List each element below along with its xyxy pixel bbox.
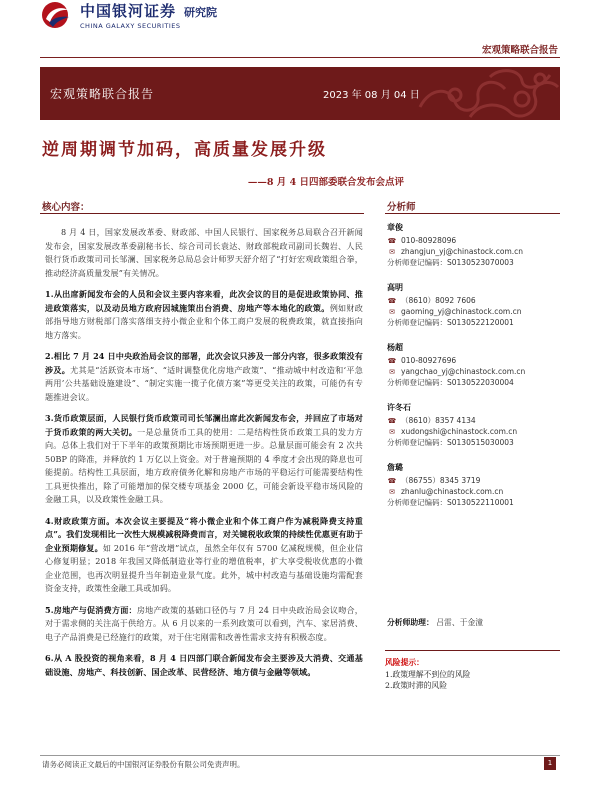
point-1-heading: 1.从出席新闻发布会的人员和会议主要内容来看，此次会议的目的是促进政策协同、推进政策落实，以及动员地方政府因城施策出台消费、房地产等本地化的政策。 xyxy=(45,289,363,313)
risk-item: 2.政策时滞的风险 xyxy=(385,681,448,690)
phone-icon: ☎ xyxy=(387,296,397,305)
analyst-registration: S0130522110001 xyxy=(447,498,514,507)
analyst-assistants xyxy=(387,617,483,628)
analyst-name: 詹璐 xyxy=(387,462,403,472)
report-banner xyxy=(40,67,560,120)
analyst-name: 杨超 xyxy=(387,342,403,352)
registration-label: 分析师登记编码： xyxy=(387,498,447,507)
analyst-card xyxy=(387,222,562,268)
point-2-heading: 2.相比 7 月 24 日中央政治局会议的部署，此次会议只涉及一部分内容，很多政策没有涉及。 xyxy=(45,351,363,375)
analyst-card xyxy=(387,402,562,448)
report-title: 逆周期调节加码，高质量发展升级 xyxy=(42,140,327,160)
report-body xyxy=(45,226,363,687)
email-icon: ✉ xyxy=(389,367,395,376)
point-6-paragraph xyxy=(45,652,363,679)
email-icon: ✉ xyxy=(389,427,395,436)
analyst-email[interactable]: xudongshi@chinastock.com.cn xyxy=(401,427,518,436)
registration-label: 分析师登记编码： xyxy=(387,438,447,447)
analyst-phone: （86755）8345 3719 xyxy=(401,476,481,485)
analyst-divider xyxy=(385,213,560,214)
analyst-email[interactable]: gaoming_yj@chinastock.com.cn xyxy=(401,307,522,316)
page-number: 1 xyxy=(544,757,556,770)
analyst-name: 高明 xyxy=(387,282,403,292)
email-icon: ✉ xyxy=(389,487,395,496)
analyst-registration: S0130522120001 xyxy=(447,318,514,327)
analyst-heading: 分析师 xyxy=(387,202,416,213)
banner-title: 宏观策略联合报告 xyxy=(50,87,155,101)
point-6-heading: 6.从 A 股投资的视角来看，8 月 4 日四部门联合新闻发布会主要涉及大消费、交通基础设施、房地产、科技创新、国企改革、民营经济、地方债与金融等领域。 xyxy=(45,653,363,677)
risk-warning xyxy=(385,650,560,692)
point-3-heading: 3.货币政策层面，人民银行货币政策司司长邹澜出席此次新闻发布会，并回应了市场对于货币政策的两大关切。 xyxy=(45,413,363,437)
email-icon: ✉ xyxy=(389,307,395,316)
phone-icon: ☎ xyxy=(387,476,397,485)
intro-paragraph: 8 月 4 日，国家发展改革委、财政部、中国人民银行、国家税务总局联合召开新闻发布会，国家发展改革委副秘书长、综合司司长袁达、财政部税政司副司长魏岩、人民银行货币政策司司长邹澜、国家税务总局总会计师罗天舒介绍了“打好宏观政策组合拳，推动经济高质量发展”有关情况。 xyxy=(45,227,363,278)
core-content-divider xyxy=(40,213,364,214)
report-type-label: 宏观策略联合报告 xyxy=(481,45,558,56)
analyst-email[interactable]: zhanlu@chinastock.com.cn xyxy=(401,487,504,496)
analyst-name: 许冬石 xyxy=(387,402,411,412)
analyst-registration: S0130522030004 xyxy=(447,378,514,387)
analyst-email[interactable]: yangchao_yj@chinastock.com.cn xyxy=(401,367,526,376)
header-divider xyxy=(40,57,560,58)
point-2-paragraph xyxy=(45,350,363,404)
point-4-text: 如 2016 年“营改增”试点，虽然全年仅有 5700 亿减税规模，但企业信心修复明显；2018 年我国又降低制造业等行业的增值税率，扩大享受税收优惠的小微企业范围，也再次明显提升当年制造业景气度。此外，城中村改造与基础设施均需配套资金支持，政策性金融工具或加码。 xyxy=(45,542,363,593)
analyst-registration: S0130515030003 xyxy=(447,438,514,447)
analyst-card xyxy=(387,342,562,388)
logo-english-name: CHINA GALAXY SECURITIES xyxy=(80,22,181,30)
phone-icon: ☎ xyxy=(387,356,397,365)
point-4-heading: 4.财政政策方面。本次会议主要提及“将小微企业和个体工商户作为减税降费支持重点”。我们发现相比一次性大规模减税降费而言，对关键税收政策的持续性优惠更有助于企业预期修复。 xyxy=(45,515,363,553)
logo-institute-name: 研究院 xyxy=(184,6,218,19)
cloud-pattern-icon xyxy=(410,67,560,120)
footer-divider xyxy=(40,755,560,756)
registration-label: 分析师登记编码： xyxy=(387,318,447,327)
phone-icon: ☎ xyxy=(387,236,397,245)
point-5-paragraph xyxy=(45,604,363,645)
point-5-text: 房地产政策的基础口径仍与 7 月 24 日中央政治局会议吻合，对于需求侧的关注高于供给方。从 6 月以来的一系列政策可以看到，汽车、家居消费、电子产品消费是已经施行的政策，对于住宅刚需和改善性需求支持有积极态度。 xyxy=(45,604,363,642)
analyst-phone: （8610）8092 7606 xyxy=(401,296,476,305)
report-date: 2023 年 08 月 04 日 xyxy=(323,90,420,101)
point-5-heading: 5.房地产与促消费方面： xyxy=(45,604,137,615)
analyst-list xyxy=(387,222,562,522)
registration-label: 分析师登记编码： xyxy=(387,258,447,267)
registration-label: 分析师登记编码： xyxy=(387,378,447,387)
point-3-paragraph xyxy=(45,412,363,507)
report-subtitle: ——8 月 4 日四部委联合发布会点评 xyxy=(247,177,404,188)
point-1-text: 例如财政部指导地方财税部门落实落细支持小微企业和个体工商户发展的税费政策，就直接指向地方落实。 xyxy=(45,302,364,340)
analyst-phone: （8610）8357 4134 xyxy=(401,416,476,425)
analyst-email[interactable]: zhangjun_yj@chinastock.com.cn xyxy=(401,247,524,256)
risk-title: 风险提示： xyxy=(385,658,424,667)
analyst-phone: 010-80928096 xyxy=(401,236,457,245)
risk-item: 1.政策理解不到位的风险 xyxy=(385,669,471,679)
analyst-phone: 010-80927696 xyxy=(401,356,457,365)
analyst-registration: S0130523070003 xyxy=(447,258,514,267)
core-content-heading: 核心内容： xyxy=(42,202,90,213)
company-logo xyxy=(40,0,217,30)
analyst-card xyxy=(387,462,562,508)
point-4-paragraph xyxy=(45,515,363,596)
galaxy-logo-icon xyxy=(40,0,74,30)
analyst-name: 章俊 xyxy=(387,222,403,232)
analyst-card xyxy=(387,282,562,328)
assistant-names: 吕雷、于金潼 xyxy=(436,618,484,627)
point-3-text: 一是总量货币工具的使用：二是结构性货币政策工具的发力方向。总体上我们对于下半年的政策预期比市场预期更进一步。总量层面可能会有 2 次共 50BP 的降准，并释放约 1 万亿以上资金。对于普遍预期的 4 季度才会出现的降息也可能提前。结构性工具层面，地方政府债务化解和房地产市场的平稳运行可能需要结构性工具更快推出，除了可能增加的保交楼专项基金 2000 亿，可能会新设平稳市场风险的金融工具，以及政策性金融工具。 xyxy=(45,426,363,504)
phone-icon: ☎ xyxy=(387,416,397,425)
assistant-label: 分析师助理： xyxy=(387,618,434,627)
email-icon: ✉ xyxy=(389,247,395,256)
footer-disclaimer: 请务必阅读正文最后的中国银河证券股份有限公司免责声明。 xyxy=(42,760,245,769)
logo-company-name: 中国银河证券 xyxy=(80,2,177,20)
point-2-text: 尤其是“活跃资本市场”、“适时调整优化房地产政策”、“推动城中村改造和‘平急两用’公共基础设施建设”、“制定实施一揽子化债方案”等更受关注的政策，可能仍有专题推进会议。 xyxy=(45,364,363,402)
point-1-paragraph xyxy=(45,288,363,342)
